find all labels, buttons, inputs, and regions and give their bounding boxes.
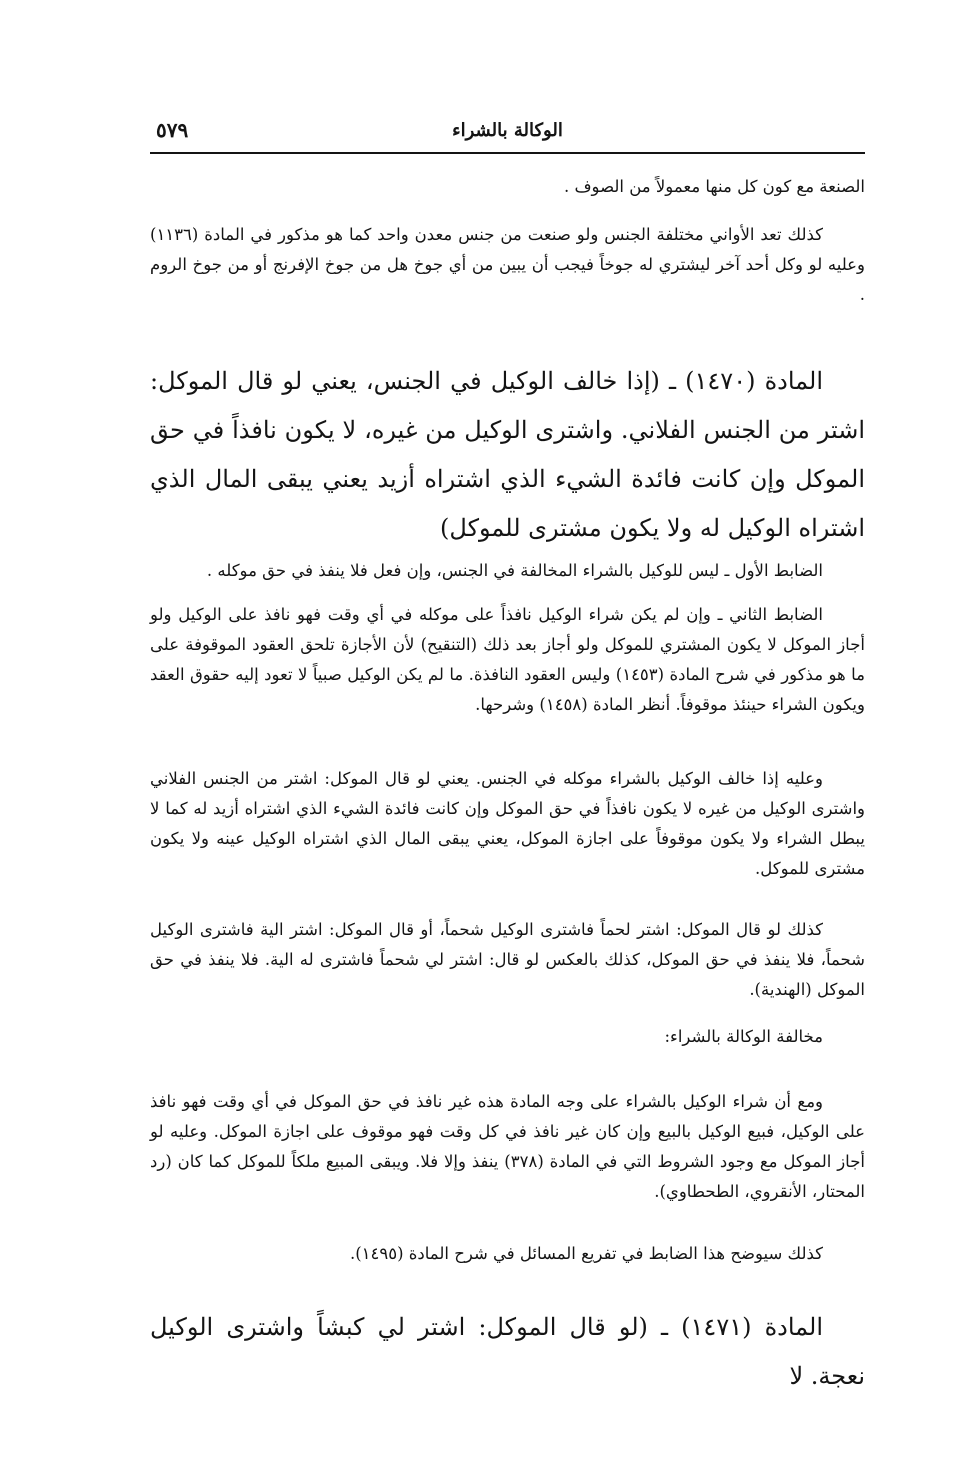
paragraph-cross-reference: كذلك سيوضح هذا الضابط في تفريع المسائل في شرح المادة (١٤٩٥). [349,1244,823,1263]
page-header [150,112,865,154]
paragraph-violation-genus: وعليه إذا خالف الوكيل بالشراء موكله في الجنس. يعني لو قال الموكل: اشتر من الجنس الفلاني واشترى الوكيل من غيره لا يكون نافذاً في حق الموكل وإن كانت فائدة الشيء الذي اشتراه أزيد له كما لا يبطل الشراء ولا يكون موقوفاً على اجازة الموكل، يعني يبقى المال الذي اشتراه الوكيل عينه ولا يكون مشترى للموكل. [150,769,865,878]
running-title: الوكالة بالشراء [452,120,563,141]
paragraph-sale-validity: ومع أن شراء الوكيل بالشراء على وجه المادة هذه غير نافذ في حق الموكل في أي وقت فهو نافذ على الوكيل، فبيع الوكيل بالبيع وإن كان غير نافذ في كل وقت فهو موقوف على اجازة الموكل. وعليه لو أجاز الموكل مع وجود الشروط التي في المادة (٣٧٨) ينفذ وإلا فلا. ويبقى المبيع ملكاً للموكل كما كان (رد المحتار، الأنقروي، الطحطاوي). [150,1092,865,1201]
paragraph-continuation: الصنعة مع كون كل منها معمولاً من الصوف . [563,177,865,196]
paragraph-meat-fat-example: كذلك لو قال الموكل: اشتر لحماً فاشترى الوكيل شحماً، أو قال الموكل: اشتر الية فاشترى الوكيل شحماً، فلا ينفذ في حق الموكل، كذلك بالعكس لو قال: اشتر لي شحماً فاشترى له الية. فلا ينفذ في حق الموكل (الهندية). [150,920,865,999]
rule-one: الضابط الأول ـ ليس للوكيل بالشراء المخالفة في الجنس، وإن فعل فلا ينفذ في حق موكله . [206,561,823,580]
paragraph-vessels-note: كذلك تعد الأواني مختلفة الجنس ولو صنعت من جنس معدن واحد كما هو مذكور في المادة (١١٣٦) وعليه لو وكل أحد آخر ليشتري له جوخاً فيجب أن يبين من أي جوخ هل من جوخ الإفرنج أو من جوخ الروم . [150,225,865,304]
article-1471-start: المادة (١٤٧١) ـ (لو قال الموكل: اشتر لي كبشاً واشترى الوكيل نعجة. لا [150,1313,865,1390]
page-number: ٥٧٩ [156,118,189,142]
section-heading-violation: مخالفة الوكالة بالشراء: [664,1027,823,1046]
rule-two: الضابط الثاني ـ وإن لم يكن شراء الوكيل نافذاً على موكله في أي وقت فهو نافذ على الوكيل ولو أجاز الموكل لا يكون المشتري للموكل ولو أجاز بعد ذلك (التنقيح) لأن الأجازة تلحق العقود الموقوفة على ما هو مذكور في شرح المادة (١٤٥٣) وليس العقود النافذة. ما لم يكن الوكيل صبياً لا تعود إليه حقوق العقد ويكون الشراء حينئذ موقوفاً. أنظر المادة (١٤٥٨) وشرحها. [150,605,865,714]
article-1470-text: المادة (١٤٧٠) ـ (إذا خالف الوكيل في الجنس، يعني لو قال الموكل: اشتر من الجنس الفلاني. واشترى الوكيل من غيره، لا يكون نافذاً في حق الموكل وإن كانت فائدة الشيء الذي اشتراه أزيد يعني يبقى المال الذي اشتراه الوكيل له ولا يكون مشترى للموكل) [150,367,865,542]
